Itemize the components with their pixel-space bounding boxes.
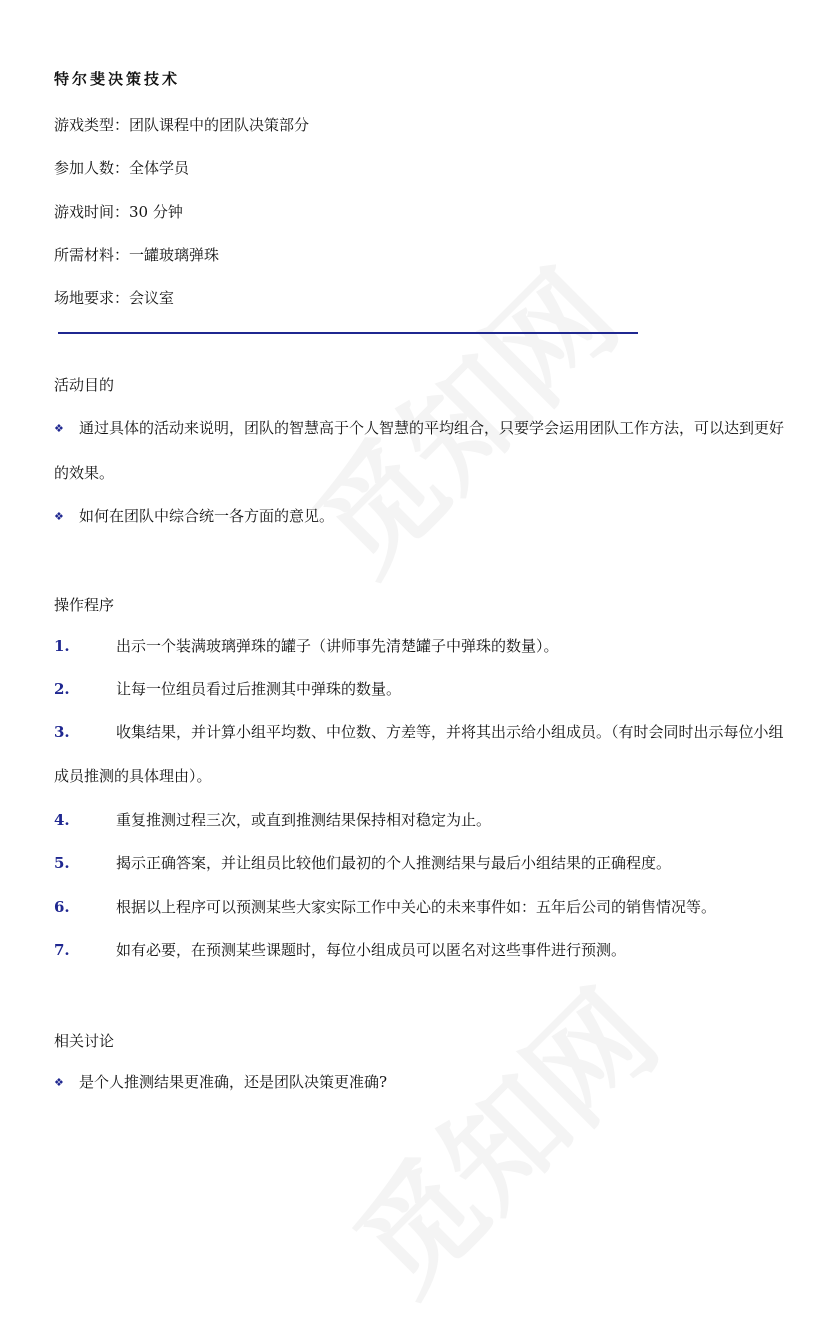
step-text: 让每一位组员看过后推测其中弹珠的数量。	[116, 680, 402, 698]
meta-label: 游戏时间：	[54, 203, 130, 221]
step-text: 出示一个装满玻璃弹珠的罐子（讲师事先清楚罐子中弹珠的数量）。	[116, 637, 559, 655]
section-heading-purpose: 活动目的	[54, 376, 115, 394]
step-number: 6.	[54, 898, 70, 916]
watermark-lower	[312, 948, 688, 1324]
procedure-step-2	[54, 667, 786, 711]
step-text: 如有必要，在预测某些课题时，每位小组成员可以匿名对这些事件进行预测。	[116, 941, 627, 959]
diamond-bullet-icon: ❖	[54, 422, 64, 435]
procedure-step-5	[54, 841, 786, 885]
meta-duration	[54, 202, 183, 222]
procedure-step-7	[54, 928, 786, 972]
procedure-step-1	[54, 624, 786, 668]
purpose-bullet-2	[54, 494, 784, 539]
procedure-step-4	[54, 798, 786, 842]
meta-value: 会议室	[129, 289, 175, 307]
meta-label: 游戏类型：	[54, 116, 130, 134]
diamond-bullet-icon: ❖	[54, 1076, 64, 1089]
procedure-step-6	[54, 885, 786, 929]
meta-label: 所需材料：	[54, 246, 130, 264]
meta-venue	[54, 288, 174, 308]
step-number: 2.	[54, 680, 70, 698]
meta-value: 一罐玻璃弹珠	[129, 246, 220, 264]
step-text: 根据以上程序可以预测某些大家实际工作中关心的未来事件如：五年后公司的销售情况等。	[116, 898, 717, 916]
diamond-bullet-icon: ❖	[54, 510, 64, 523]
step-number: 3.	[54, 723, 70, 741]
bullet-text: 如何在团队中综合统一各方面的意见。	[79, 507, 335, 525]
procedure-step-3	[54, 710, 786, 798]
bullet-text: 是个人推测结果更准确，还是团队决策更准确?	[79, 1073, 388, 1091]
meta-participants	[54, 158, 189, 178]
step-number: 1.	[54, 637, 70, 655]
section-heading-procedure: 操作程序	[54, 596, 115, 614]
discussion-bullet-1	[54, 1060, 784, 1105]
step-number: 4.	[54, 811, 70, 829]
step-text: 揭示正确答案，并让组员比较他们最初的个人推测结果与最后小组结果的正确程度。	[116, 854, 672, 872]
meta-value: 全体学员	[129, 159, 190, 177]
purpose-bullet-1	[54, 406, 784, 495]
meta-value: 30 分钟	[129, 203, 183, 221]
step-number: 7.	[54, 941, 70, 959]
meta-materials	[54, 245, 219, 265]
bullet-text: 通过具体的活动来说明，团队的智慧高于个人智慧的平均组合，只要学会运用团队工作方法，可以达到更好的效果。	[54, 419, 785, 482]
section-heading-discussion: 相关讨论	[54, 1032, 115, 1050]
document-title: 特尔斐决策技术	[54, 70, 181, 88]
meta-label: 参加人数：	[54, 159, 130, 177]
step-text: 收集结果，并计算小组平均数、中位数、方差等，并将其出示给小组成员。（有时会同时出示每位小组成员推测的具体理由）。	[54, 723, 784, 785]
divider-rule	[58, 332, 638, 334]
meta-game-type	[54, 115, 309, 135]
meta-label: 场地要求：	[54, 289, 130, 307]
step-number: 5.	[54, 854, 70, 872]
meta-value: 团队课程中的团队决策部分	[129, 116, 310, 134]
step-text: 重复推测过程三次，或直到推测结果保持相对稳定为止。	[116, 811, 492, 829]
